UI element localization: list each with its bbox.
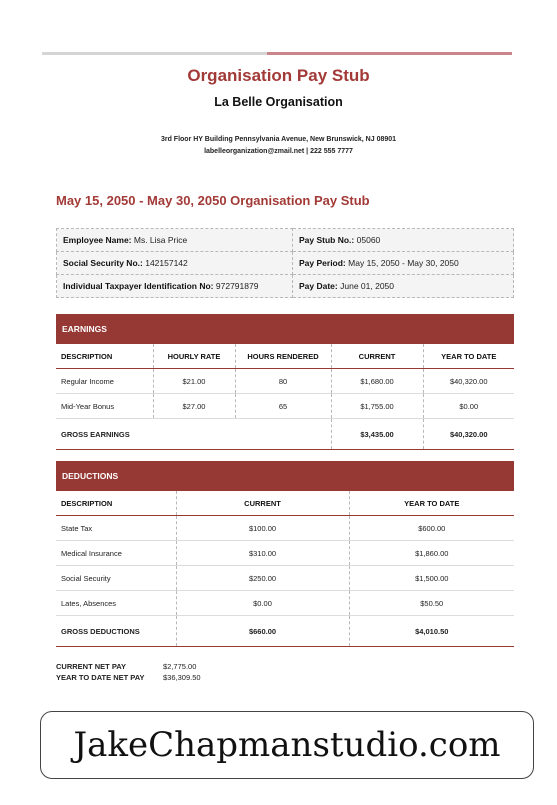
earnings-header-bar: EARNINGS (56, 314, 514, 344)
gross-deductions-current: $660.00 (176, 616, 349, 647)
earning-hours: 65 (235, 394, 331, 419)
earning-current: $1,680.00 (331, 369, 423, 394)
deduction-description: Social Security (56, 566, 176, 591)
deduction-ytd: $1,500.00 (349, 566, 514, 591)
column-header: CURRENT (331, 344, 423, 369)
column-header: YEAR TO DATE (423, 344, 514, 369)
deductions-table (56, 491, 514, 647)
company-address: 3rd Floor HY Building Pennsylvania Avenue, New Brunswick, NJ 08901 (160, 136, 397, 143)
deduction-description: Medical Insurance (56, 541, 176, 566)
itin-label: Individual Taxpayer Identification No: (63, 281, 214, 291)
itin-value: 972791879 (215, 281, 259, 291)
pay-stub-no-value: 05060 (356, 235, 381, 245)
gross-earnings-current: $3,435.00 (331, 419, 423, 450)
gross-deductions-ytd: $4,010.50 (349, 616, 514, 647)
earning-rate: $21.00 (153, 369, 235, 394)
top-divider-bar (42, 52, 512, 55)
info-row (57, 275, 514, 298)
deductions-header-row (56, 491, 514, 516)
deduction-description: Lates, Absences (56, 591, 176, 616)
gross-deductions-row (56, 616, 514, 647)
pay-period-label: Pay Period: (299, 258, 346, 268)
column-header: HOURLY RATE (153, 344, 235, 369)
deduction-current: $100.00 (176, 516, 349, 541)
deduction-current: $0.00 (176, 591, 349, 616)
earnings-table (56, 344, 514, 450)
current-net-pay-row (56, 661, 201, 672)
company-address-block (0, 134, 557, 158)
ytd-net-pay-row (56, 672, 201, 683)
info-row (57, 229, 514, 252)
table-row (56, 394, 514, 419)
column-header: CURRENT (176, 491, 349, 516)
earnings-header-row (56, 344, 514, 369)
deduction-ytd: $600.00 (349, 516, 514, 541)
deduction-current: $310.00 (176, 541, 349, 566)
deduction-description: State Tax (56, 516, 176, 541)
table-row (56, 541, 514, 566)
table-row (56, 591, 514, 616)
earning-current: $1,755.00 (331, 394, 423, 419)
employee-name-label: Employee Name: (63, 235, 132, 245)
pay-stub-no-cell (293, 229, 514, 252)
pay-date-value: June 01, 2050 (340, 281, 395, 291)
column-header: DESCRIPTION (56, 344, 153, 369)
gross-deductions-label: GROSS DEDUCTIONS (56, 616, 176, 647)
gross-earnings-row (56, 419, 514, 450)
watermark-banner: JakeChapmanstudio.com (40, 711, 534, 779)
table-row (56, 369, 514, 394)
deductions-section (56, 461, 514, 647)
deduction-current: $250.00 (176, 566, 349, 591)
earning-ytd: $0.00 (423, 394, 514, 419)
pay-date-cell (293, 275, 514, 298)
document-title: Organisation Pay Stub (187, 66, 370, 85)
pay-date-label: Pay Date: (299, 281, 338, 291)
deduction-ytd: $1,860.00 (349, 541, 514, 566)
ssn-cell (57, 252, 293, 275)
deduction-ytd: $50.50 (349, 591, 514, 616)
table-row (56, 566, 514, 591)
earning-hours: 80 (235, 369, 331, 394)
table-row (56, 516, 514, 541)
ssn-label: Social Security No.: (63, 258, 143, 268)
column-header: YEAR TO DATE (349, 491, 514, 516)
ytd-net-pay-label: YEAR TO DATE NET PAY (56, 673, 145, 682)
earning-ytd: $40,320.00 (423, 369, 514, 394)
pay-stub-no-label: Pay Stub No.: (299, 235, 355, 245)
pay-period-value: May 15, 2050 - May 30, 2050 (348, 258, 459, 268)
gross-earnings-label: GROSS EARNINGS (56, 419, 331, 450)
earning-description: Mid-Year Bonus (56, 394, 153, 419)
column-header: DESCRIPTION (56, 491, 176, 516)
company-name: La Belle Organisation (214, 95, 343, 109)
current-net-pay-value: $2,775.00 (163, 662, 197, 671)
ssn-value: 142157142 (145, 258, 188, 268)
company-contact: labelleorganization@zmail.net | 222 555 7777 (204, 148, 353, 155)
employee-info-table (56, 228, 514, 298)
earnings-section (56, 314, 514, 450)
ytd-net-pay-value: $36,309.50 (163, 673, 201, 682)
gross-earnings-ytd: $40,320.00 (423, 419, 514, 450)
net-pay-summary (56, 661, 201, 683)
deductions-header-bar: DEDUCTIONS (56, 461, 514, 491)
employee-name-value: Ms. Lisa Price (133, 235, 188, 245)
column-header: HOURS RENDERED (235, 344, 331, 369)
current-net-pay-label: CURRENT NET PAY (56, 662, 127, 671)
earning-rate: $27.00 (153, 394, 235, 419)
info-row (57, 252, 514, 275)
employee-name-cell (57, 229, 293, 252)
pay-period-heading: May 15, 2050 - May 30, 2050 Organisation Pay Stub (56, 193, 370, 208)
pay-period-cell (293, 252, 514, 275)
earning-description: Regular Income (56, 369, 153, 394)
itin-cell (57, 275, 293, 298)
